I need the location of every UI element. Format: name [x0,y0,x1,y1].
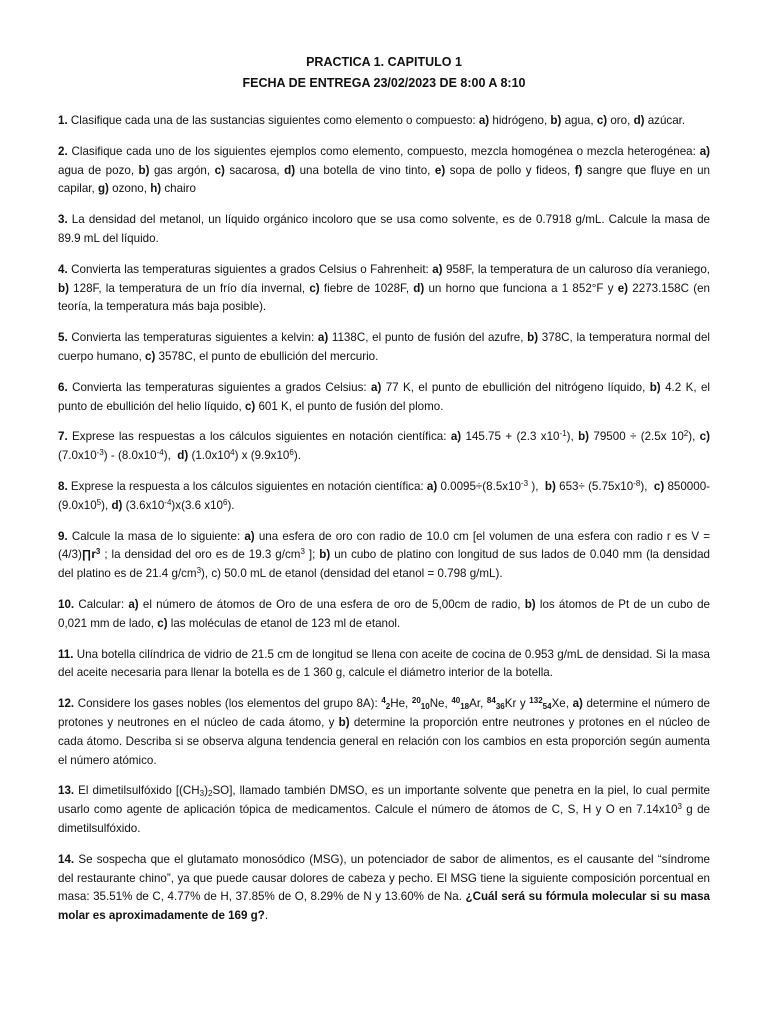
document-header [58,52,710,94]
practice-title: PRACTICA 1. CAPITULO 1 [306,55,462,69]
question-13 [58,782,710,838]
question-number: 7. [58,430,68,444]
question-text: Se sospecha que el glutamato monosódico (MSG), un potenciador de sabor de alimentos, es el causante del “síndrome del restaurante chino”, ya que puede causar dolores de cabeza y pecho. El MSG tiene la siguiente composición porcentual en masa: 35.51% de C, 4.77% de H, 37.85% de O, 8.29% de N y 13.60% de Na. ¿Cuál será su fórmula molecular si su masa molar es aproximadamente de 169 g?. [58,852,710,923]
question-number: 8. [58,479,68,493]
question-11 [58,646,710,684]
question-number: 11. [58,647,74,661]
question-text: Exprese la respuesta a los cálculos siguientes en notación científica: a) $0.0095\div(8.5x10^{-3}$ ), b) $653\div (5.75x10^{-8})$, c) 850000- $(9.0x10^5)$, d) $(3.6x10^{-4})x(3.6$ $x10^6$). [58,478,711,512]
question-10 [58,596,710,634]
question-text: El dimetilsulfóxido $[(CH_3)_2SO]$, llamado también DMSO, es un importante solvente que penetra en la piel, lo cual permite usarlo como agente de aplicación tópica de medicamentos. Calcule el número de átomos de C, S, H y O en $7.14x10^3$ g de dimetilsulfóxido. [58,784,711,835]
question-text: La densidad del metanol, un líquido orgánico incoloro que se usa como solvente, es de 0.7918 g/mL. Calcule la masa de 89.9 mL del líquido. [58,213,710,245]
question-text: Exprese las respuestas a los cálculos siguientes en notación científica: a) 145.75 + (2.3 $x10^{-1}$), b) 79500 ÷ (2.5x $10^2$), c) $(7.0x10^{-3}) - (8.0x10^{-4})$, d) $(1.0x10^4)$ x $(9.9x10^6)$. [58,429,710,463]
question-1 [58,112,710,131]
question-number: 12. [58,697,75,711]
question-number: 3. [58,213,68,227]
question-number: 6. [58,380,68,394]
question-number: 9. [58,529,68,543]
due-date: FECHA DE ENTREGA 23/02/2023 DE 8:00 A 8:10 [242,76,526,90]
question-12 [58,695,710,770]
question-9 [58,528,710,584]
question-text: Clasifique cada una de las sustancias siguientes como elemento o compuesto: a) hidrógeno, b) agua, c) oro, d) azúcar. [67,114,686,127]
question-text: Convierta las temperaturas siguientes a grados Celsius o Fahrenheit: a) 958F, la temperatura de un caluroso día veraniego, b) 128F, la temperatura de un frío día invernal, c) fiebre de 1028F, d) un horno que funciona a 1 852°F y e) 2273.158C (en teoría, la temperatura más baja posible). [58,262,710,314]
question-number: 10. [58,597,75,611]
question-text: Convierta las temperaturas siguientes a grados Celsius: a) 77 K, el punto de ebullición del nitrógeno líquido, b) 4.2 K, el punto de ebullición del helio líquido, c) 601 K, el punto de fusión del plomo. [58,380,710,413]
question-text: Una botella cilíndrica de vidrio de 21.5 cm de longitud se llena con aceite de cocina de 0.953 g/mL de densidad. Si la masa del aceite necesaria para llenar la botella es de 1 360 g, calcule el diámetro interior de la botella. [58,647,710,680]
question-7 [58,428,710,466]
question-8 [58,478,710,516]
question-14 [58,851,710,926]
question-number: 5. [58,331,68,345]
question-3 [58,211,710,249]
question-number: 14. [58,852,75,866]
question-text: Clasifique cada uno de los siguientes ejemplos como elemento, compuesto, mezcla homogénea o mezcla heterogénea: a) agua de pozo, b) gas argón, c) sacarosa, d) una botella de vino tinto, e) sopa de pollo y fideos, f) sangre que fluye en un capilar, g) ozono, h) chairo [58,144,710,196]
question-number: 1. [58,114,68,127]
question-number: 2. [58,144,68,158]
question-6 [58,379,710,417]
question-text: Convierta las temperaturas siguientes a kelvin: a) 1138C, el punto de fusión del azufre, b) 378C, la temperatura normal del cuerpo humano, c) 3578C, el punto de ebullición del mercurio. [58,331,710,363]
question-text: Considere los gases nobles (los elementos del grupo 8A): $^4_2$He, $^{20}_{10}$Ne, $^{40}_{18}$Ar, $^{84}_{36}$Kr y $^{132}_{54}$Xe, a) determine el número de protones y neutrones en el núcleo de cada átomo, y b) determine la proporción entre neutrones y protones en el núcleo de cada átomo. Describa si se observa alguna tendencia general en relación con los cambios en esta proporción según aumenta el número atómico. [58,696,711,767]
question-4 [58,261,710,317]
question-number: 4. [58,262,68,276]
question-list [58,112,710,926]
question-5 [58,329,710,367]
question-text: Calcule la masa de lo siguiente: a) una esfera de oro con radio de 10.0 cm [el volumen de una esfera con radio r es $V = (4/3)\prod r^3$ ; la densidad del oro es de 19.3 $g/cm^3$ ]; b) un cubo de platino con longitud de sus lados de 0.040 mm (la densidad del platino es de 21.4 $g/cm^3$), c) 50.0 mL de etanol (densidad del etanol = 0.798 g/mL). [58,529,711,581]
question-text: Calcular: a) el número de átomos de Oro de una esfera de oro de 5,00cm de radio, b) los átomos de Pt de un cubo de 0,021 mm de lado, c) las moléculas de etanol de 123 ml de etanol. [58,597,710,630]
question-2 [58,143,710,199]
question-number: 13. [58,784,75,798]
